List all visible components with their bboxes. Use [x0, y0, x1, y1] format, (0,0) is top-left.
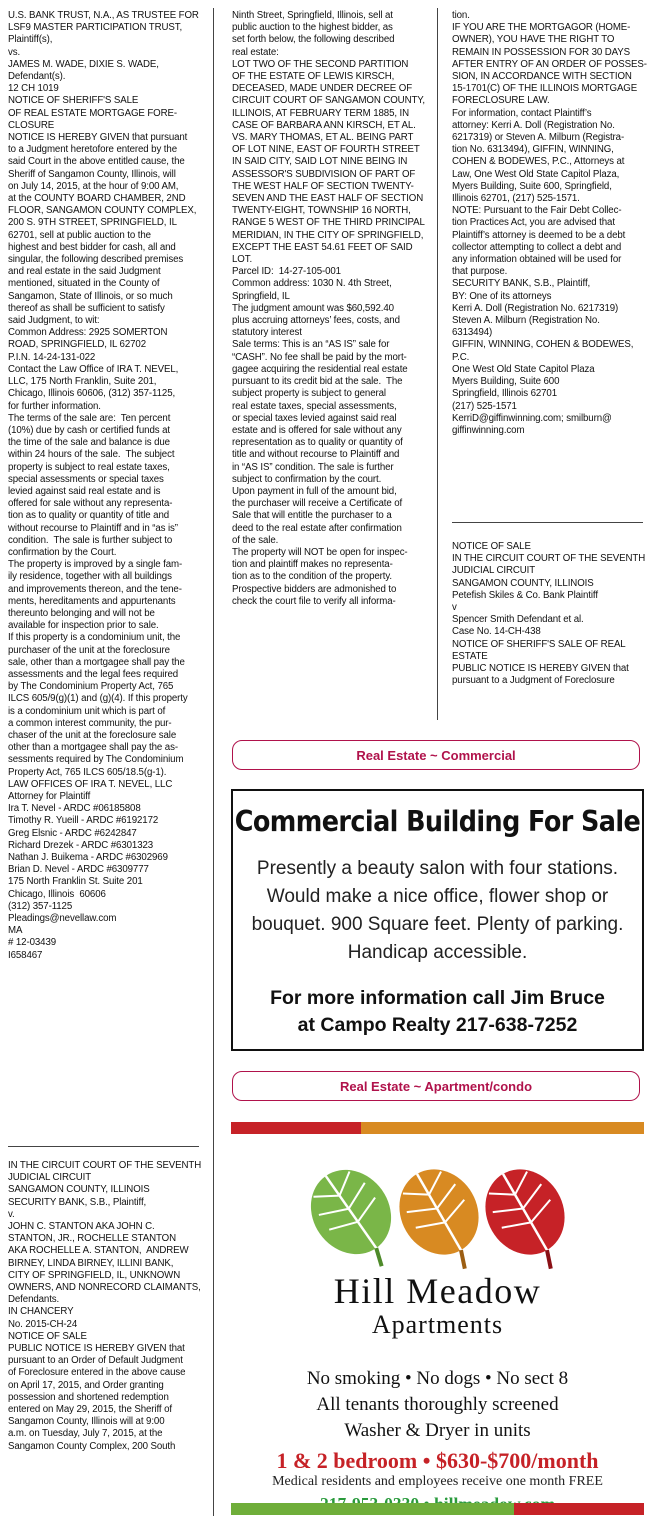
text-line: PUBLIC NOTICE IS HEREBY GIVEN that	[8, 1343, 185, 1355]
column-1	[8, 10, 208, 962]
text-line: tion and plaintiff makes no representa-	[232, 559, 393, 571]
text-line: Timothy R. Yueill - ARDC #6192172	[8, 815, 159, 827]
text-line: OWNER), YOU HAVE THE RIGHT TO	[452, 34, 615, 46]
top-stripe	[231, 1122, 644, 1134]
text-line: NOTICE OF SHERIFF'S SALE OF REAL	[452, 638, 626, 650]
text-line: SEVEN AND THE EAST HALF OF SECTION	[232, 193, 424, 205]
text-line: TWENTY-EIGHT, TOWNSHIP 16 NORTH,	[232, 205, 411, 217]
text-line: Case No. 14-CH-438	[452, 626, 541, 638]
text-line: IN SAID CITY, SAID LOT NINE BEING IN	[232, 156, 408, 168]
text-line: v.	[8, 1208, 15, 1220]
text-line: plus accruing attorneys’ fees, costs, and	[232, 315, 400, 327]
text-line: ILCS 605/9(g)(1) and (g)(4). If this property	[8, 693, 188, 705]
notice-continued	[232, 10, 432, 608]
text-line: and improvements thereon, and the tene-	[8, 583, 182, 595]
text-line: or special taxes levied against said real	[232, 412, 397, 424]
text-line: sale, other than a mortgagee shall pay the	[8, 656, 185, 668]
text-line: FORECLOSURE LAW.	[452, 95, 550, 107]
text-line: in “AS IS” condition. The sale is further	[232, 461, 394, 473]
text-line: EXCEPT THE EAST 54.61 FEET OF SAID	[232, 241, 413, 253]
text-line: RANGE 5 WEST OF THE THIRD PRINCIPAL	[232, 217, 425, 229]
text-line: Attorney for Plaintiff	[8, 791, 91, 802]
text-line: v	[452, 602, 457, 614]
text-line: attorney: Kerri A. Doll (Registration No.	[452, 119, 615, 131]
text-line: OWNERS, AND NONRECORD CLAIMANTS,	[8, 1282, 201, 1294]
text-line: 175 North Franklin St. Suite 201	[8, 876, 143, 888]
text-line: real estate:	[232, 46, 279, 58]
text-line: BY: One of its attorneys	[452, 290, 552, 302]
text-line: GIFFIN, WINNING, COHEN & BODEWES,	[452, 339, 634, 351]
text-line: Sale terms: This is an “AS IS” sale for	[232, 339, 390, 351]
text-line: Defendants.	[8, 1294, 60, 1306]
text-line: JUDICIAL CIRCUIT	[8, 1172, 92, 1184]
text-line: Sale that will entitle the purchaser to a	[232, 510, 392, 522]
column-2	[232, 10, 432, 608]
text-line: thereof as shall be sufficient to satisfy	[8, 302, 165, 314]
text-line: assessments and the legal fees required	[8, 668, 179, 680]
text-line: tion Practices Act, you are advised that	[452, 217, 615, 229]
text-line: confirmation by the Court.	[8, 546, 117, 558]
text-line: One West Old State Capitol Plaza	[452, 363, 595, 375]
notice-continued-2	[452, 10, 647, 437]
text-line: The terms of the sale are: Ten percent	[8, 412, 171, 424]
text-line: on July 14, 2015, at the hour of 9:00 AM,	[8, 180, 179, 192]
text-line: AFTER ENTRY OF AN ORDER OF POSSES-	[452, 58, 647, 70]
divider-col1	[8, 1146, 199, 1147]
text-line: CASE OF BARBARA ANN KIRSCH, ET AL.	[232, 119, 416, 131]
text-line: available for inspection prior to sale.	[8, 620, 159, 632]
feature-item: Washer & Dryer in units	[344, 1420, 531, 1441]
text-line: highest and best bidder for cash, all and	[8, 241, 176, 253]
text-line: said Judgment, to wit:	[8, 315, 100, 327]
text-line: Spencer Smith Defendant et al.	[452, 614, 584, 626]
text-line: is a condominium unit which is part of	[8, 705, 166, 717]
notice-us-bank-wade	[8, 10, 208, 962]
text-line: P.I.N. 14-24-131-022	[8, 351, 96, 363]
text-line: (312) 357-1125	[8, 900, 73, 912]
text-line: REMAIN IN POSSESSION FOR 30 DAYS	[452, 46, 631, 58]
text-line: JUDICIAL CIRCUIT	[452, 565, 536, 577]
text-line: possession and shortened redemption	[8, 1391, 169, 1403]
text-line: and real estate in the said Judgment	[8, 266, 161, 278]
text-line: gagee acquiring the residential real estate	[232, 363, 408, 375]
text-line: NOTICE OF SALE	[452, 541, 531, 552]
text-line: of the sale.	[232, 534, 279, 546]
text-line: ily residence, together with all buildings	[8, 571, 172, 583]
column-rule-1	[213, 8, 214, 1516]
three-leaves-icon	[309, 1150, 569, 1270]
feature-item: No smoking • No dogs • No sect 8	[306, 1368, 569, 1389]
text-line: Illinois 62701, (217) 525-1571.	[452, 193, 580, 205]
offer-line: Medical residents and employees receive one month FREE	[272, 1474, 603, 1489]
text-line: # 12-03439	[8, 937, 57, 949]
text-line: (217) 525-1571	[452, 400, 517, 412]
text-line: Springfield, Illinois 62701	[452, 388, 558, 400]
text-line: the time of the sale and balance is due	[8, 437, 170, 449]
text-line: 12 CH 1019	[8, 83, 59, 95]
text-line: pursuant to an Order of Default Judgment	[8, 1355, 183, 1367]
text-line: (10%) due by cash or certified funds at	[8, 424, 170, 436]
text-line: IN THE CIRCUIT COURT OF THE SEVENTH	[452, 553, 646, 565]
text-line: Nathan J. Buikema - ARDC #6302969	[8, 852, 168, 864]
text-line: SECURITY BANK, S.B., Plaintiff,	[8, 1196, 147, 1208]
text-line: Law, One West Old State Capitol Plaza,	[452, 168, 620, 180]
text-line: Chicago, Illinois 60606, (312) 357-1125,	[8, 388, 176, 400]
text-line: DECEASED, MADE UNDER DECREE OF	[232, 83, 413, 95]
text-line: purchaser of the unit at the foreclosure	[8, 644, 170, 656]
column-1-lower	[8, 1160, 208, 1453]
text-line: If this property is a condominium unit, the	[8, 632, 181, 644]
section-banner-apartment: Real Estate ~ Apartment/condo	[232, 1071, 640, 1101]
section-banner-commercial: Real Estate ~ Commercial	[232, 740, 640, 770]
text-line: real estate taxes, special assessments,	[232, 400, 397, 412]
text-line: tion No. 6313494), GIFFIN, WINNING,	[452, 144, 614, 156]
text-line: vs.	[8, 46, 21, 58]
text-line: The property will NOT be open for inspec-	[232, 546, 408, 558]
text-line: Common Address: 2925 SOMERTON	[8, 327, 168, 339]
divider-col3	[452, 522, 643, 523]
text-line: SION, IN ACCORDANCE WITH SECTION	[452, 71, 632, 83]
text-line: mentioned, situated in the County of	[8, 278, 160, 290]
text-line: 200 S. 9TH STREET, SPRINGFIELD, IL	[8, 217, 177, 229]
price-line: 1 & 2 bedroom • $630-$700/month	[276, 1448, 599, 1473]
text-line: Defendant(s).	[8, 71, 66, 83]
text-line: P.C.	[452, 351, 470, 363]
text-line: BIRNEY, LINDA BIRNEY, ILLINI BANK,	[8, 1257, 174, 1269]
text-line: NOTICE OF SALE	[8, 1330, 87, 1342]
text-line: Parcel ID: 14-27-105-001	[232, 266, 341, 278]
ad-headline: Commercial Building For Sale	[234, 805, 641, 839]
text-line: ROAD, SPRINGFIELD, IL 62702	[8, 339, 147, 351]
text-line: MERIDIAN, IN THE CITY OF SPRINGFIELD,	[232, 229, 424, 241]
text-line: Ninth Street, Springfield, Illinois, sell at	[232, 10, 393, 21]
text-line: CLOSURE	[8, 119, 55, 131]
text-line: AKA ROCHELLE A. STANTON, ANDREW	[8, 1245, 189, 1257]
feature-item: All tenants thoroughly screened	[316, 1394, 559, 1415]
text-line: ments, hereditaments and appurtenants	[8, 595, 176, 607]
ad-body-line: Presently a beauty salon with four stations.	[256, 858, 619, 879]
column-3-lower	[452, 541, 647, 687]
column-3	[452, 10, 647, 437]
text-line: check the court file to verify all informa-	[232, 595, 396, 607]
text-line: title and without recourse to Plaintiff and	[232, 449, 400, 461]
text-line: public auction to the highest bidder, as	[232, 22, 393, 34]
text-line: Springfield, IL	[232, 290, 290, 302]
text-line: LAW OFFICES OF IRA T. NEVEL, LLC	[8, 778, 173, 790]
text-line: The judgment amount was $60,592.40	[232, 302, 394, 314]
text-line: Common address: 1030 N. 4th Street,	[232, 278, 392, 290]
text-line: THE WEST HALF OF SECTION TWENTY-	[232, 180, 414, 192]
text-line: LLC, 175 North Franklin, Suite 201,	[8, 376, 157, 388]
text-line: other than a mortgagee shall pay the as-	[8, 742, 178, 754]
ad-contact-line: at Campo Realty 217-638-7252	[297, 1014, 578, 1036]
ad-hill-meadow	[231, 1122, 644, 1515]
ad-body-line: Would make a nice office, flower shop or	[266, 886, 609, 907]
text-line: at the COUNTY BOARD CHAMBER, 2ND	[8, 193, 186, 205]
text-line: levied against said real estate and is	[8, 485, 161, 497]
text-line: tion.	[452, 10, 470, 21]
text-line: KerriD@giffinwinning.com; smilburn@	[452, 412, 612, 424]
text-line: Richard Drezek - ARDC #6301323	[8, 839, 154, 851]
text-line: CIRCUIT COURT OF SANGAMON COUNTY,	[232, 95, 425, 107]
text-line: Sangamon, State of Illinois, or so much	[8, 290, 173, 302]
text-line: special assessments or special taxes	[8, 473, 164, 485]
text-line: Contact the Law Office of IRA T. NEVEL,	[8, 363, 179, 375]
text-line: JOHN C. STANTON AKA JOHN C.	[8, 1221, 155, 1233]
text-line: any information obtained will be used for	[452, 254, 622, 266]
text-line: 62701, sell at public auction to the	[8, 229, 151, 241]
text-line: Myers Building, Suite 600	[452, 376, 560, 388]
text-line: 6313494)	[452, 327, 493, 339]
text-line: Brian D. Nevel - ARDC #6309777	[8, 864, 149, 876]
ad-contact-line: For more information call Jim Bruce	[270, 987, 605, 1009]
text-line: the purchaser will receive a Certificate of	[232, 498, 403, 510]
text-line: 6217319) or Steven A. Milburn (Registra-	[452, 132, 625, 144]
text-line: a.m. on Tuesday, July 7, 2015, at the	[8, 1428, 163, 1440]
brand-subtitle: Apartments	[371, 1310, 504, 1339]
text-line: JAMES M. WADE, DIXIE S. WADE,	[8, 58, 159, 70]
bottom-stripe	[231, 1503, 644, 1515]
text-line: “CASH”. No fee shall be paid by the mort-	[232, 351, 407, 363]
text-line: that purpose.	[452, 266, 508, 278]
text-line: to a Judgment heretofore entered by the	[8, 144, 177, 156]
text-line: representation as to quality or quantity of	[232, 437, 403, 449]
text-line: Sangamon County Complex, 200 South	[8, 1440, 176, 1452]
text-line: OF THE ESTATE OF LEWIS KIRSCH,	[232, 71, 395, 83]
text-line: Prospective bidders are admonished to	[232, 583, 397, 595]
text-line: SANGAMON COUNTY, ILLINOIS	[8, 1184, 150, 1196]
feature-list	[231, 1366, 644, 1444]
text-line: subject property is subject to general	[232, 388, 386, 400]
text-line: Upon payment in full of the amount bid,	[232, 485, 397, 497]
text-line: ASSESSOR'S SUBDIVISION OF PART OF	[232, 168, 416, 180]
text-line: VS. MARY THOMAS, ET AL. BEING PART	[232, 132, 414, 144]
text-line: entered on May 29, 2015, the Sheriff of	[8, 1404, 172, 1416]
text-line: OF REAL ESTATE MORTGAGE FORE-	[8, 107, 177, 119]
text-line: NOTE: Pursuant to the Fair Debt Collec-	[452, 205, 622, 217]
ad-contact	[233, 985, 642, 1039]
text-line: Sheriff of Sangamon County, Illinois, will	[8, 168, 176, 180]
text-line: tion as to the condition of the property.	[232, 571, 392, 583]
ad-body-line: Handicap accessible.	[347, 942, 528, 963]
text-line: 15-1701(C) OF THE ILLINOIS MORTGAGE	[452, 83, 638, 95]
text-line: IN THE CIRCUIT COURT OF THE SEVENTH	[8, 1160, 202, 1171]
text-line: PUBLIC NOTICE IS HEREBY GIVEN that	[452, 663, 629, 675]
text-line: a common interest community, the pur-	[8, 717, 172, 729]
text-line: Pleadings@nevellaw.com	[8, 913, 117, 925]
text-line: condition. The sale is further subject to	[8, 534, 173, 546]
text-line: Plaintiff(s),	[8, 34, 53, 46]
text-line: pursuant to a Judgment of Foreclosure	[452, 675, 615, 687]
text-line: offered for sale without any representa-	[8, 498, 173, 510]
text-line: LOT TWO OF THE SECOND PARTITION	[232, 58, 409, 70]
text-line: Myers Building, Suite 600, Springfield,	[452, 180, 612, 192]
text-line: sessments required by The Condominium	[8, 754, 184, 766]
text-line: CITY OF SPRINGFIELD, IL, UNKNOWN	[8, 1269, 181, 1281]
text-line: For information, contact Plaintiff’s	[452, 107, 592, 119]
text-line: SANGAMON COUNTY, ILLINOIS	[452, 577, 594, 589]
text-line: Steven A. Milburn (Registration No.	[452, 315, 600, 327]
notice-security-bank-stanton	[8, 1160, 208, 1453]
text-line: U.S. BANK TRUST, N.A., AS TRUSTEE FOR	[8, 10, 199, 21]
text-line: ILLINOIS, AT FEBRUARY TERM 1885, IN	[232, 107, 410, 119]
text-line: STANTON, JR., ROCHELLE STANTON	[8, 1233, 176, 1245]
text-line: statutory interest	[232, 327, 302, 339]
text-line: of Foreclosure entered in the above cause	[8, 1367, 186, 1379]
text-line: Chicago, Illinois 60606	[8, 888, 106, 900]
text-line: tion as to quality or quantity of title and	[8, 510, 170, 522]
text-line: property is subject to real estate taxes,	[8, 461, 170, 473]
text-line: IF YOU ARE THE MORTGAGOR (HOME-	[452, 22, 631, 34]
text-line: NOTICE OF SHERIFF'S SALE	[8, 95, 139, 107]
text-line: set forth below, the following described	[232, 34, 395, 46]
column-rule-2	[437, 8, 438, 720]
text-line: The property is improved by a single fam-	[8, 559, 183, 571]
text-line: MA	[8, 925, 23, 937]
text-line: LSF9 MASTER PARTICIPATION TRUST,	[8, 22, 183, 34]
text-line: singular, the following described premises	[8, 254, 184, 266]
text-line: COHEN & BODEWES, P.C., Attorneys at	[452, 156, 625, 168]
ad-body	[233, 855, 642, 967]
text-line: LOT.	[232, 254, 253, 266]
text-line: Sangamon County, Illinois will at 9:00	[8, 1416, 165, 1428]
ad-body-line: bouquet. 900 Square feet. Plenty of parking.	[251, 914, 624, 935]
ad-commercial-building	[231, 789, 644, 1051]
text-line: Petefish Skiles & Co. Bank Plaintiff	[452, 589, 598, 601]
text-line: NOTICE IS HEREBY GIVEN that pursuant	[8, 132, 188, 144]
text-line: for further information.	[8, 400, 101, 412]
text-line: IN CHANCERY	[8, 1306, 74, 1318]
text-line: FLOOR, SANGAMON COUNTY COMPLEX,	[8, 205, 197, 217]
text-line: said Court in the above entitled cause, the	[8, 156, 185, 168]
text-line: Ira T. Nevel - ARDC #06185808	[8, 803, 141, 815]
text-line: thereunto belonging and will not be	[8, 607, 155, 619]
text-line: by The Condominium Property Act, 765	[8, 681, 174, 693]
notice-petefish-smith	[452, 541, 647, 687]
text-line: OF LOT NINE, EAST OF FOURTH STREET	[232, 144, 420, 156]
text-line: within 24 hours of the sale. The subject	[8, 449, 175, 461]
text-line: Kerri A. Doll (Registration No. 6217319)	[452, 302, 619, 314]
text-line: giffinwinning.com	[452, 424, 525, 436]
text-line: pursuant to its credit bid at the sale. The	[232, 376, 403, 388]
text-line: chaser of the unit at the foreclosure sale	[8, 729, 177, 741]
text-line: I658467	[8, 949, 43, 961]
text-line: subject to confirmation by the court.	[232, 473, 382, 485]
text-line: ESTATE	[452, 650, 488, 662]
text-line: deed to the real estate after confirmation	[232, 522, 402, 534]
text-line: No. 2015-CH-24	[8, 1318, 78, 1330]
brand-name: Hill Meadow	[333, 1271, 542, 1311]
text-line: Plaintiff’s attorney is deemed to be a debt	[452, 229, 626, 241]
text-line: without recourse to Plaintiff and in “as is”	[8, 522, 178, 534]
text-line: Property Act, 765 ILCS 605/18.5(g-1).	[8, 766, 167, 778]
text-line: Greg Elsnic - ARDC #6242847	[8, 827, 137, 839]
text-line: on April 17, 2015, and Order granting	[8, 1379, 164, 1391]
text-line: estate and is offered for sale without any	[232, 424, 402, 436]
text-line: SECURITY BANK, S.B., Plaintiff,	[452, 278, 591, 290]
text-line: collector attempting to collect a debt and	[452, 241, 622, 253]
